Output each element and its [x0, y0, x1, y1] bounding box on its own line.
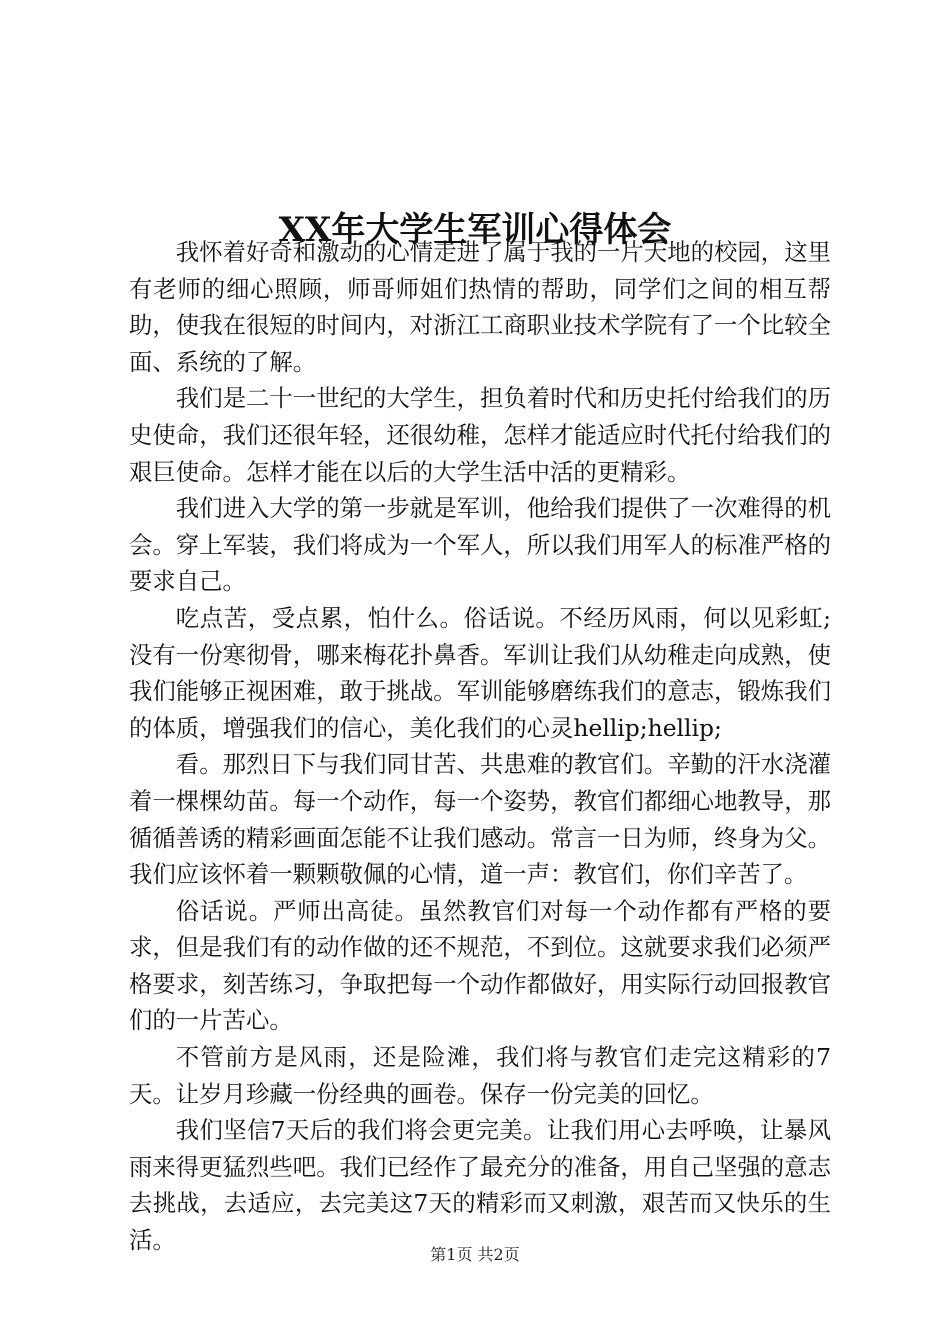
paragraph: 吃点苦，受点累，怕什么。俗话说。不经历风雨，何以见彩虹;没有一份寒彻骨，哪来梅花扑鼻香。军训让我们从幼稚走向成熟，使我们能够正视困难，敢于挑战。军训能够磨练我们的意志，锻炼我们的体质，增强我们的信心，美化我们的心灵hellip;hellip;: [129, 603, 831, 742]
paragraph: 我怀着好奇和激动的心情走进了属于我的一片天地的校园，这里有老师的细心照顾，师哥师姐们热情的帮助，同学们之间的相互帮助，使我在很短的时间内，对浙江工商职业技术学院有了一个比较全面、系统的了解。: [129, 238, 831, 376]
paragraph: 俗话说。严师出高徒。虽然教官们对每一个动作都有严格的要求，但是我们有的动作做的还不规范，不到位。这就要求我们必须严格要求，刻苦练习，争取把每一个动作都做好，用实际行动回报教官们的一片苦心。: [129, 896, 831, 1035]
paragraph: 我们坚信7天后的我们将会更完美。让我们用心去呼唤，让暴风雨来得更猛烈些吧。我们已经作了最充分的准备，用自己坚强的意志去挑战，去适应，去完美这7天的精彩而又刺激，艰苦而又快乐的生活。: [129, 1116, 831, 1255]
paragraph: 我们是二十一世纪的大学生，担负着时代和历史托付给我们的历史使命，我们还很年轻，还很幼稚，怎样才能适应时代托付给我们的艰巨使命。怎样才能在以后的大学生活中活的更精彩。: [129, 384, 831, 486]
document-title: XX年大学生军训心得体会: [278, 209, 672, 250]
paragraph: 不管前方是风雨，还是险滩，我们将与教官们走完这精彩的7天。让岁月珍藏一份经典的画卷。保存一份完美的回忆。: [129, 1043, 831, 1108]
document-body: [129, 234, 831, 1259]
page-footer: 第1页 共2页: [430, 1245, 520, 1264]
paragraph: 看。那烈日下与我们同甘苦、共患难的教官们。辛勤的汗水浇灌着一棵棵幼苗。每一个动作，每一个姿势，教官们都细心地教导，那循循善诱的精彩画面怎能不让我们感动。常言一日为师，终身为父。我们应该怀着一颗颗敬佩的心情，道一声：教官们，你们辛苦了。: [129, 750, 831, 889]
paragraph: 我们进入大学的第一步就是军训，他给我们提供了一次难得的机会。穿上军装，我们将成为一个军人，所以我们用军人的标准严格的要求自己。: [129, 494, 831, 596]
